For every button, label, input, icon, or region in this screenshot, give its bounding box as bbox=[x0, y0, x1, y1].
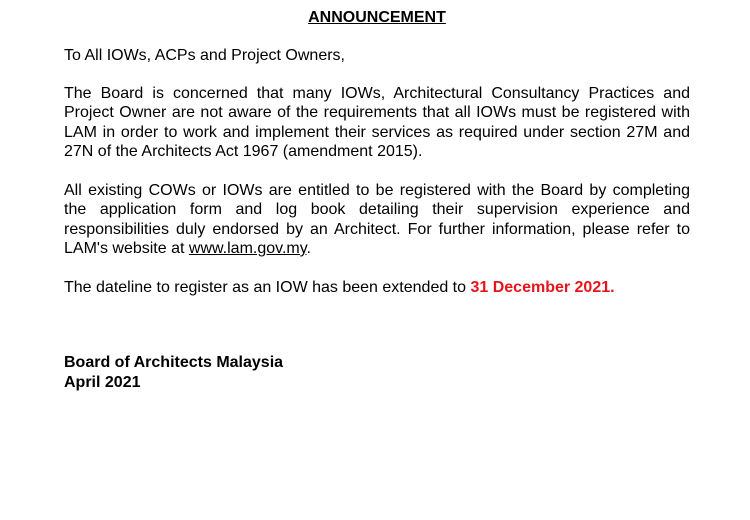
paragraph-dateline bbox=[64, 278, 690, 298]
signature-block bbox=[64, 353, 690, 392]
paragraph-registration-concern: The Board is concerned that many IOWs, Architectural Consultancy Practices and Project Owner are not aware of the requirements that all IOWs must be registered with LAM in order to work and implement their services as required under section 27M and 27N of the Architects Act 1967 (amendment 2015). bbox=[64, 84, 690, 160]
paragraph-eligibility-end: . bbox=[306, 240, 311, 257]
dateline-text: The dateline to register as an IOW has been extended to bbox=[64, 278, 471, 296]
signature-organization: Board of Architects Malaysia bbox=[64, 354, 284, 371]
lam-website-link[interactable]: www.lam.gov.my bbox=[188, 240, 307, 257]
salutation: To All IOWs, ACPs and Project Owners, bbox=[64, 47, 345, 64]
announcement-title: ANNOUNCEMENT bbox=[308, 9, 446, 26]
paragraph-registration-eligibility bbox=[64, 181, 690, 259]
deadline-date: 31 December 2021. bbox=[470, 278, 615, 296]
signature-date: April 2021 bbox=[64, 373, 141, 391]
paragraph-eligibility-text: All existing COWs or IOWs are entitled to be registered with the Board by completing the application form and log book detailing their supervision experience and responsibilities duly endorsed by an Architect. For further information, please refer to LAM's website at bbox=[64, 181, 690, 257]
